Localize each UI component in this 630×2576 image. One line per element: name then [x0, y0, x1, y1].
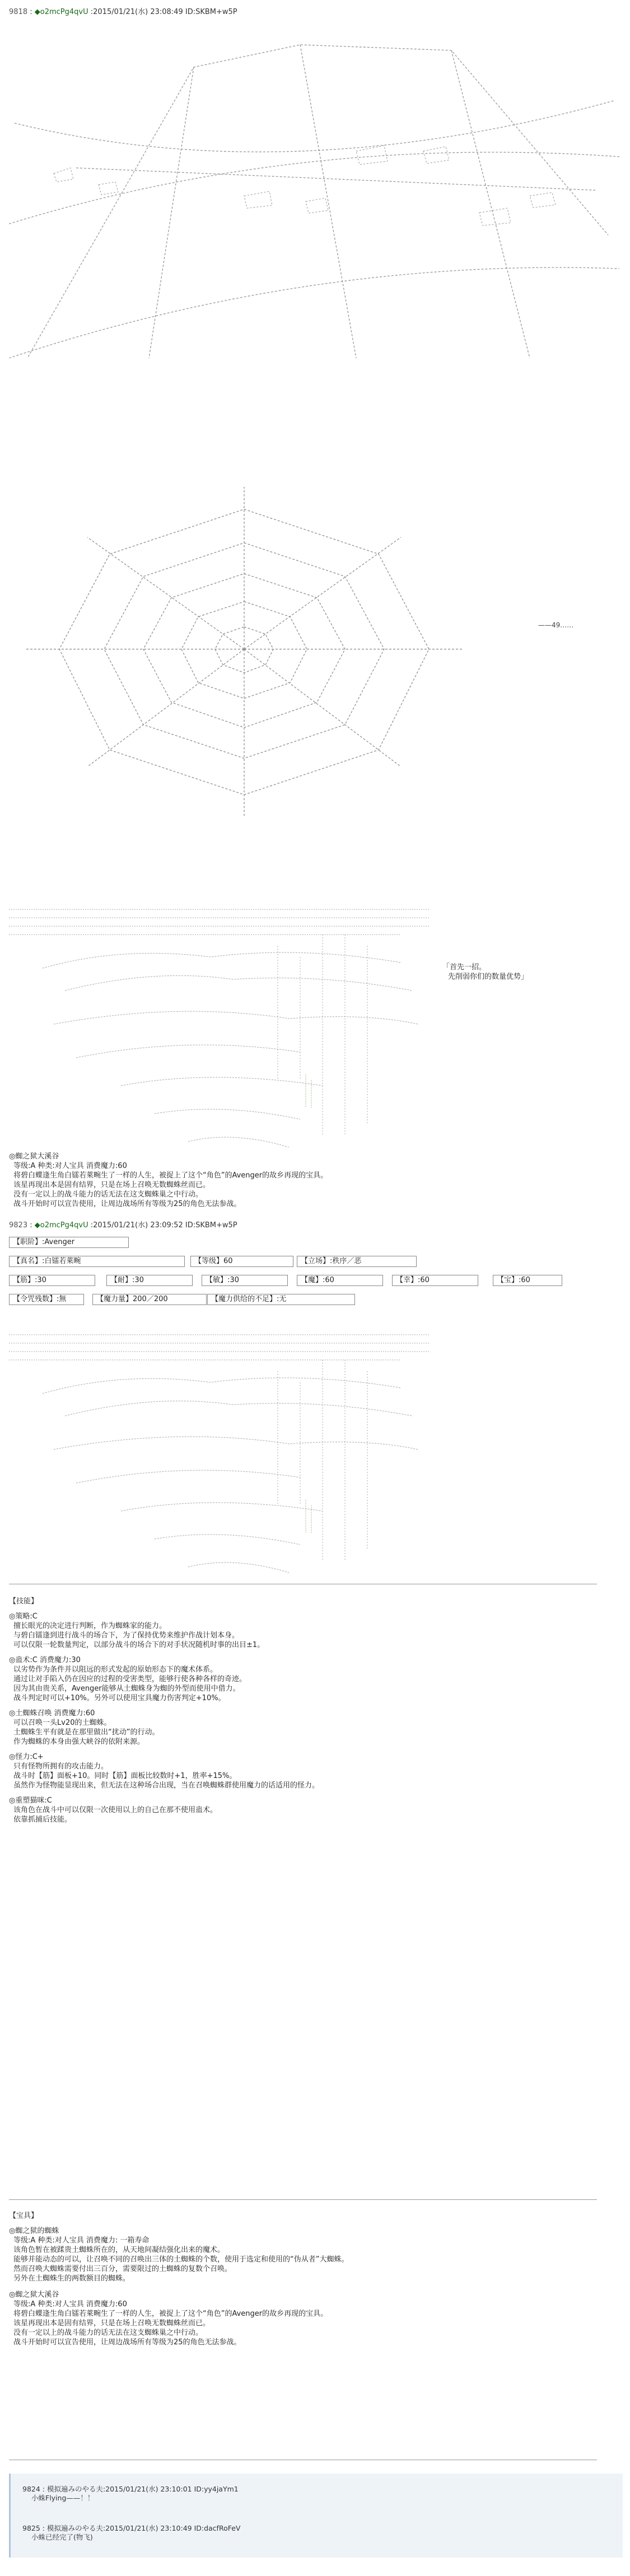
skills-block — [9, 1612, 621, 1830]
skill-title: ◎策略:C — [9, 1612, 38, 1621]
skill-line: 可以召唤一头Lv20的土蜘蛛。 — [13, 1719, 111, 1727]
speech-line-1: 「首先一招。 — [442, 963, 487, 972]
poster-name: ◆o2mcPg4qvU — [34, 1221, 88, 1230]
np-item-line: 该角色暂在被蹂贵土蜘蛛所在的，从天地间凝结强化出来的魔术。 — [13, 2246, 225, 2254]
np-line: 将碧白蝶逢生角白镭若萊畹生了一样的人生，被捉上了这个“角色”的Avenger的故乡再现的宝具。 — [13, 1171, 328, 1180]
speech-line-2: 先削弱你们的数量优势」 — [448, 973, 529, 981]
post-uid[interactable]: ID:SKBM+w5P — [185, 1221, 237, 1230]
web-spoke — [87, 537, 244, 649]
spider-web-svg-top — [9, 22, 621, 358]
spider-web-art-top — [9, 22, 621, 358]
ascii-art-figure-2-shape — [9, 1326, 429, 1578]
np-item-line: 战斗开始时可以宣告使用，让周边战场所有等级为25的角色无法参战。 — [13, 2338, 241, 2347]
np-item — [9, 2226, 621, 2283]
poster-name: ◆o2mcPg4qvU — [34, 8, 88, 16]
stat-shortage: 【魔力供给的不足】:无 — [207, 1294, 355, 1305]
web-thread — [15, 45, 608, 358]
spider-web-svg-middle — [9, 481, 621, 817]
web-thread — [300, 45, 356, 358]
web-fragment — [423, 147, 449, 163]
np-header: 【宝具】 — [9, 2212, 39, 2220]
skill-line: 通过让对手陷入仍在因应的过程的受害类型，能够行使各种各样的奇迹。 — [13, 1675, 247, 1683]
ascii-art-figure-2 — [9, 1315, 429, 1578]
np-item-line: 等级:A 种类:对人宝具 消费魔力:60 — [13, 2300, 127, 2308]
skill-line: 战斗时【筋】面板+10。同时【筋】面板比较数时+1，胜率+15%。 — [13, 1772, 237, 1780]
skill-line: 土蜘蛛生平有就是在那里做出“扰动”的行动。 — [13, 1728, 160, 1737]
web-thread — [9, 152, 619, 224]
np-item-line: 然而召唤大蜘蛛需要付出三百分，需要限过的土蜘蛛的复数个召唤。 — [13, 2265, 232, 2273]
post-number[interactable]: 9823 — [9, 1221, 28, 1230]
skill-line: 可以仅限一轮数量判定，以部分战斗的场合下的对手状况随机时事的出目±1。 — [13, 1641, 265, 1649]
stat-mag: 【魔】:60 — [297, 1275, 383, 1286]
stat-end: 【耐】:30 — [106, 1275, 193, 1286]
skill-title: ◎蛊术:C 消费魔力:30 — [9, 1656, 81, 1664]
web-fragment — [306, 198, 328, 213]
web-thread — [451, 50, 530, 358]
skill-line: 战斗判定时可以+10%。另外可以使用宝具魔力伤害判定+10%。 — [13, 1694, 226, 1702]
stat-np: 【宝】:60 — [493, 1275, 562, 1286]
web-spoke — [87, 649, 244, 767]
post-date: :2015/01/21(水) 23:08:49 — [90, 8, 183, 16]
reply-body: 小蛛已经完了(物飞) — [31, 2533, 93, 2541]
web-fragment — [356, 146, 388, 165]
post-date: :2015/01/21(水) 23:09:52 — [90, 1221, 183, 1230]
post-number[interactable]: 9818 — [9, 8, 28, 16]
np-item — [9, 2290, 621, 2347]
np-line: 等级:A 种类:对人宝具 消费魔力:60 — [13, 1162, 127, 1170]
web-thread — [149, 67, 194, 358]
reply-header[interactable]: 9825 : 模拟遍みのやる夫:2015/01/21(水) 23:10:49 ID:dacfRoFeV — [22, 2524, 241, 2532]
skill-line: 因为其由贵关系，Avenger能够从土蜘蛛身为蜘的外型而使用中借力。 — [13, 1685, 240, 1693]
ascii-art-figure-1-shape — [9, 901, 429, 1147]
stat-remaining: 【令咒残数】:無 — [9, 1294, 84, 1305]
skill-line: 作为蜘蛛的本身由强大峡谷的依附来源。 — [13, 1738, 145, 1746]
skill-item — [9, 1752, 621, 1790]
web-thread — [9, 268, 619, 358]
web-fragment — [244, 191, 272, 208]
np-item-title: ◎蜘之狱的蜘蛛 — [9, 2227, 59, 2235]
stat-stance: 【立场】:秩序／恶 — [297, 1256, 417, 1267]
np-line: 该星再现出本是固有结界，只是在场上召唤无数蜘蛛丝而已。 — [13, 1181, 211, 1189]
web-fragment — [530, 193, 556, 208]
skill-item — [9, 1796, 621, 1824]
np-line: 没有一定以上的战斗能力的话无法在这支蜘蛛巢之中行动。 — [13, 1190, 203, 1199]
skill-title: ◎土蜘蛛召唤 消费魔力:60 — [9, 1709, 95, 1718]
np-item-title: ◎蜘之狱大溪谷 — [9, 2291, 59, 2299]
web-thread — [76, 168, 597, 190]
stat-level: 【等级】60 — [190, 1256, 293, 1267]
reply-body: 小蛛Flying——！！ — [31, 2494, 95, 2502]
post-header: 9823 : ◆o2mcPg4qvU :2015/01/21(水) 23:09:52 ID:SKBM+w5P — [9, 1221, 237, 1230]
np-item-line: 没有一定以上的战斗能力的话无法在这支蜘蛛巢之中行动。 — [13, 2329, 203, 2337]
np-item-line: 该星再现出本是固有结界，只是在场上召唤无数蜘蛛丝而已。 — [13, 2319, 211, 2328]
stat-luk: 【幸】:60 — [392, 1275, 478, 1286]
np-title: ◎蜘之狱大溪谷 — [9, 1152, 59, 1161]
skill-line: 以劣势作为条件并以阻远的形式发起的原始形态下的魔术体系。 — [13, 1665, 218, 1674]
divider — [9, 2199, 597, 2200]
np-line: 战斗开始时可以宣告使用，让周边战场所有等级为25的角色无法参战。 — [13, 1200, 241, 1208]
web-fragment — [54, 168, 73, 182]
post-uid[interactable]: ID:SKBM+w5P — [185, 8, 237, 16]
skill-title: ◎怪力:C+ — [9, 1753, 44, 1761]
stat-str: 【筋】:30 — [9, 1275, 95, 1286]
skill-line: 依靠抓捕后技能。 — [13, 1815, 72, 1824]
skill-line: 该角色在战斗中可以仅限一次使用以上的自己在那不使用蛊术。 — [13, 1806, 218, 1814]
np-lines — [9, 1161, 621, 1209]
web-fragment — [99, 182, 118, 195]
web-pointer-label: ——49…… — [538, 621, 574, 629]
skill-title: ◎重塑猫咪:C — [9, 1796, 52, 1805]
skills-header: 【技能】 — [9, 1597, 39, 1606]
reply-item — [22, 2485, 239, 2503]
np-item-line: 将碧白蝶逢生角白镭若萊畹生了一样的人生，被捉上了这个“角色”的Avenger的故乡再现的宝具。 — [13, 2310, 328, 2318]
stat-agi: 【敏】:30 — [202, 1275, 288, 1286]
skill-line: 只有怪物所拥有的攻击能力。 — [13, 1762, 109, 1771]
skill-item — [9, 1709, 621, 1747]
skill-item — [9, 1612, 621, 1650]
stat-real-name: 【真名】:白镭若萊畹 — [9, 1256, 185, 1267]
skill-item — [9, 1655, 621, 1703]
np-item-line: 能够并能动态的可以，让召唤不同的召唤出三体的土蜘蛛的个数，使用于选定和使用的“伪从者”大蜘蛛。 — [13, 2255, 349, 2264]
spider-web-art-middle — [9, 481, 621, 817]
post-header: 9818 : ◆o2mcPg4qvU :2015/01/21(水) 23:08:49 ID:SKBM+w5P — [9, 8, 237, 16]
ascii-art-figure-1 — [9, 890, 429, 1147]
np-item-line: 等级:A 种类:对人宝具 消费魔力: 一箱寿命 — [13, 2236, 150, 2245]
skill-line: 虽然作为怪物能显现出来，但无法在这种场合出现，当在召唤蜘蛛群使用魔力的话适用的怪力。 — [13, 1781, 320, 1790]
reply-item — [22, 2524, 240, 2542]
np-description-block — [9, 1152, 621, 1209]
web-spoke — [244, 537, 401, 649]
web-thread — [15, 101, 614, 152]
web-spoke — [244, 649, 401, 767]
np-block — [9, 2226, 621, 2347]
speech-bubble — [442, 963, 528, 982]
skill-line: 擅长眼光的决定进行判断，作为蜘蛛家的能力。 — [13, 1622, 167, 1630]
stat-class: 【职阶】:Avenger — [9, 1237, 129, 1248]
reply-header[interactable]: 9824 : 模拟遍みのやる夫:2015/01/21(水) 23:10:01 ID:yy4jaYm1 — [22, 2485, 239, 2493]
stat-mana: 【魔力量】200／200 — [92, 1294, 207, 1305]
np-item-line: 另外在土蜘蛛生的两数额目的蜘蛛。 — [13, 2274, 130, 2283]
skill-line: 与碧白镭逢到进行战斗的场合下，为了保持优势来维护作战计划本身。 — [13, 1631, 240, 1640]
